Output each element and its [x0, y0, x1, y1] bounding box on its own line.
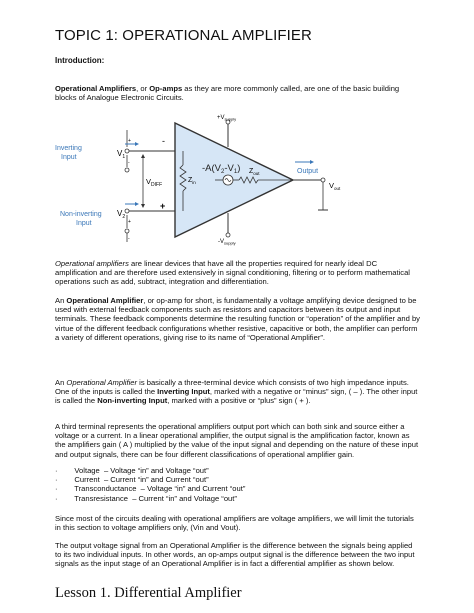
bold-term: Op-amps	[149, 84, 183, 93]
noninverting-input-label: Non-inverting Input	[60, 211, 102, 227]
inverting-input-label: Inverting Input	[55, 145, 82, 161]
paragraph-linear-devices	[55, 259, 420, 287]
vout-label: $V_{out}$	[329, 181, 341, 191]
paragraph-three-terminal	[55, 378, 420, 406]
v2-terminal	[125, 209, 129, 213]
arrow-icon	[135, 142, 139, 146]
intro-heading: Introduction:	[55, 56, 105, 65]
list-item: · Voltage – Voltage “in” and Voltage “out”	[55, 466, 209, 475]
minus-sign: -	[162, 136, 165, 146]
paragraph-voltage-amplifiers-only: Since most of the circuits dealing with operational amplifiers are voltage amplifiers, we will limit the tutorials in this section to voltage amplifiers only, (Vin and Vout).	[55, 514, 414, 533]
v1-terminal	[125, 149, 129, 153]
bold-term: Operational Amplifiers	[55, 84, 137, 93]
bold-term: Operational Amplifier	[66, 296, 144, 305]
bold-term: Inverting Input	[157, 387, 210, 397]
list-item: · Transconductance – Voltage “in” and Current “out”	[55, 484, 246, 494]
list-item: · Current – Current “in” and Current “out”	[55, 475, 209, 485]
text: An	[55, 378, 67, 387]
text: as they are more commonly called, are one of the basic building blocks of Analogue Electronic Circuits.	[55, 84, 400, 103]
bold-term: Non-inverting Input	[97, 396, 168, 406]
text: , or	[136, 84, 150, 93]
plus-sign: +	[160, 201, 166, 211]
arrow-icon	[135, 202, 139, 206]
op-amp-diagram	[55, 110, 355, 250]
text: is basically a three-terminal device which consists of two high impedance inputs. One of the inputs is called the	[55, 378, 409, 397]
text: are linear devices that have all the properties required for nearly ideal DC amplification and are therefore used extensively in signal conditioning, filtering or to perform mathematical operations such as add, subtract, integration and differentiation.	[55, 259, 410, 287]
zout-label: $Z_{out}$	[249, 168, 260, 176]
output-label: Output	[297, 168, 319, 175]
paragraph-third-terminal: A third terminal represents the operational amplifiers output port which can both sink and source either a voltage or a current. In a linear operational amplifier, the output signal is the amplification factor, known as the amplifiers gain ( A ) multiplied by the value of the input signal and depending on the nature of these input and output signals, there can be four different classifications of operational amplifier gain.	[55, 422, 419, 459]
zin-label: $Z_{in}$	[188, 177, 196, 185]
svg-text:+: +	[128, 219, 131, 225]
list-item: · Transresistance – Current “in” and Voltage “out”	[55, 493, 237, 503]
v1-label: $V_1$	[117, 149, 126, 160]
output-terminal	[321, 178, 325, 182]
lesson-heading: Lesson 1. Differential Amplifier	[55, 585, 242, 601]
supply-negative-terminal	[226, 233, 230, 237]
page-title: TOPIC 1: OPERATIONAL AMPLIFIER	[55, 27, 312, 44]
v2-label: $V_2$	[117, 209, 126, 220]
gain-classification-list	[55, 466, 245, 503]
supply-negative-label: $-V_{supply}$	[218, 239, 236, 246]
text: , or op-amp for short, is fundamentally a voltage amplifying device designed to be used with external feedback components such as resistors and capacitors between its output and input terminals. These feedback components determine the resulting function or “operation” of the amplifier and by virtue of the different feedback configurations whether resistive, capacitive or both, the amplifier can perform a variety of different operations, giving rise to its name of “Operational Amplifier”.	[55, 296, 420, 342]
svg-text:-: -	[128, 236, 130, 242]
text: , marked with a positive or “plus” sign ( + ).	[167, 396, 311, 406]
arrow-down-icon	[141, 204, 145, 208]
italic-term: Operational amplifiers	[55, 259, 129, 268]
text: , marked with a negative or “minus” sign, ( – ). The other input is called the	[55, 387, 418, 406]
arrow-up-icon	[141, 154, 145, 158]
arrow-icon	[310, 160, 314, 164]
text: An	[55, 296, 67, 305]
paragraph-output-voltage: The output voltage signal from an Operational Amplifier is the difference between the signals being applied to its two individual inputs. In other words, an op-amps output signal is the difference between the two input signals as the input stage of an Operational Amplifier is in fact a differential amplifier as shown below.	[55, 541, 415, 569]
supply-positive-label: $+V_{supply}$	[217, 115, 237, 122]
paragraph-intro	[55, 84, 420, 102]
paragraph-voltage-amplifier	[55, 296, 420, 342]
vdiff-label: $V_{DIFF}$	[146, 177, 163, 188]
svg-text:-: -	[128, 160, 130, 166]
gain-label: $-A(V_2-V_1)$	[202, 163, 241, 175]
svg-text:+: +	[128, 138, 131, 144]
italic-term: Operational Amplifier	[66, 378, 138, 387]
